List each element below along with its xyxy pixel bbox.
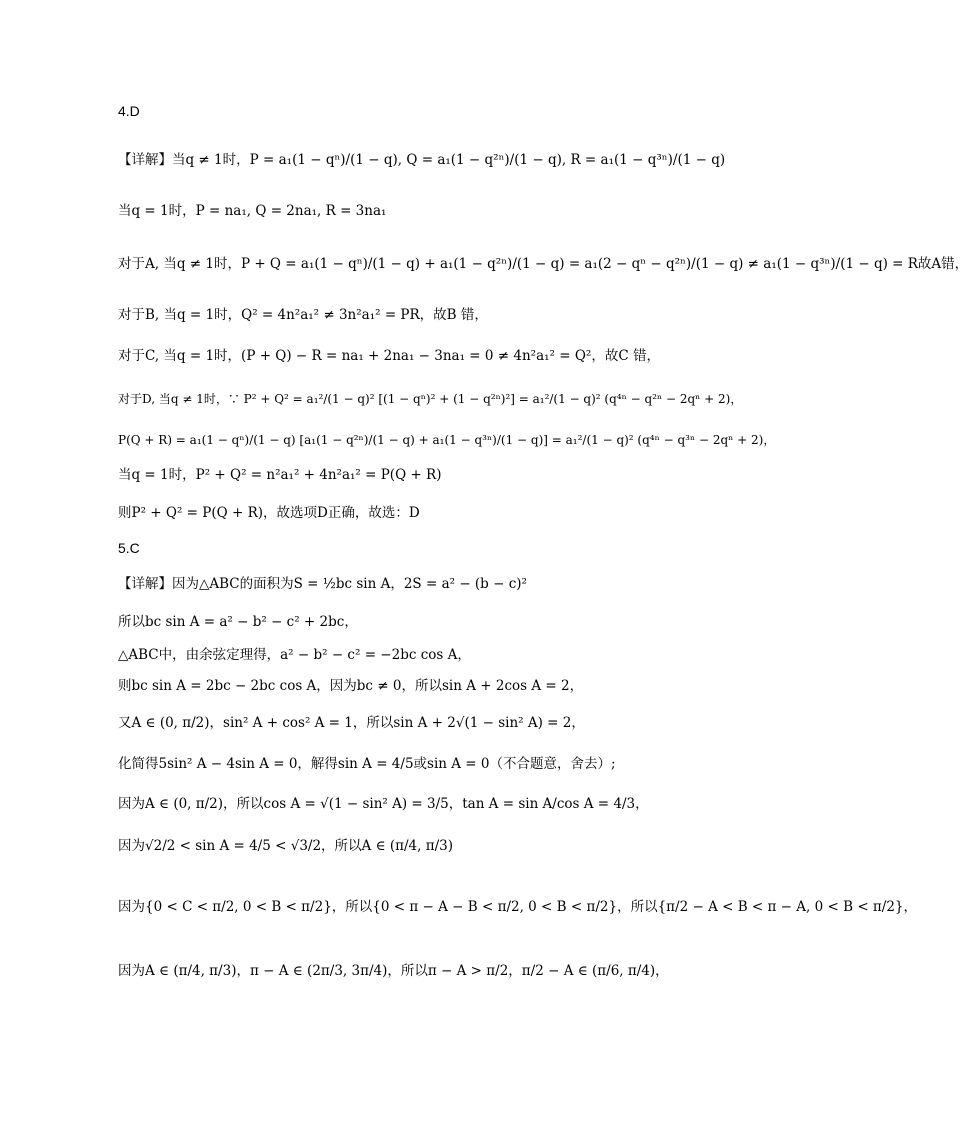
problem-4-line-6: 对于D, 当q ≠ 1时，∵ P² + Q² = a₁²/(1 − q)² [(1 − qⁿ)² + (1 − q²ⁿ)²] = a₁²/(1 − q)² (q⁴ⁿ − q²ⁿ − 2qⁿ + 2)，: [118, 392, 743, 406]
problem-4-line-7: P(Q + R) = a₁(1 − qⁿ)/(1 − q) [a₁(1 − q²ⁿ)/(1 − q) + a₁(1 − q³ⁿ)/(1 − q)] = a₁²/(1 − q)² (q⁴ⁿ − q³ⁿ − 2qⁿ + 2)，: [118, 433, 776, 447]
problem-4-line-2: 当q = 1时，P = na₁, Q = 2na₁, R = 3na₁: [118, 203, 387, 219]
problem-5-line-9: 因为{0 < C < π/2, 0 < B < π/2}，所以{0 < π − A − B < π/2, 0 < B < π/2}，所以{π/2 − A < B < π − A, 0 < B < π/2}，: [118, 899, 918, 915]
problem-5-line-2: 所以bc sin A = a² − b² − c² + 2bc，: [118, 614, 358, 630]
problem-5-heading: 5.C: [118, 540, 140, 556]
problem-4-line-1: 【详解】当q ≠ 1时，P = a₁(1 − qⁿ)/(1 − q), Q = a₁(1 − q²ⁿ)/(1 − q), R = a₁(1 − q³ⁿ)/(1 − q): [118, 152, 726, 168]
problem-5-line-6: 化简得5sin² A − 4sin A = 0，解得sin A = 4/5或sin A = 0（不合题意，舍去）;: [118, 756, 616, 772]
problem-5-line-5: 又A ∈ (0, π/2)，sin² A + cos² A = 1，所以sin A + 2√(1 − sin² A) = 2，: [118, 715, 585, 731]
problem-5-line-10: 因为A ∈ (π/4, π/3)，π − A ∈ (2π/3, 3π/4)，所以π − A > π/2，π/2 − A ∈ (π/6, π/4)，: [118, 963, 669, 979]
problem-5-line-1: 【详解】因为△ABC的面积为S = ½bc sin A，2S = a² − (b − c)²: [118, 576, 527, 592]
problem-5-line-4: 则bc sin A = 2bc − 2bc cos A，因为bc ≠ 0，所以sin A + 2cos A = 2，: [118, 678, 584, 694]
problem-4-line-3: 对于A, 当q ≠ 1时，P + Q = a₁(1 − qⁿ)/(1 − q) + a₁(1 − q²ⁿ)/(1 − q) = a₁(2 − qⁿ − q²ⁿ)/(1 − q) ≠ a₁(1 − q³ⁿ)/(1 − q) = R故A错，: [118, 256, 968, 272]
problem-4-line-8: 当q = 1时，P² + Q² = n²a₁² + 4n²a₁² = P(Q + R): [118, 467, 442, 483]
problem-5-line-3: △ABC中，由余弦定理得，a² − b² − c² = −2bc cos A，: [118, 647, 471, 663]
problem-4-line-5: 对于C, 当q = 1时，(P + Q) − R = na₁ + 2na₁ − 3na₁ = 0 ≠ 4n²a₁² = Q²，故C 错，: [118, 348, 660, 364]
problem-4-line-4: 对于B, 当q = 1时，Q² = 4n²a₁² ≠ 3n²a₁² = PR，故B 错，: [118, 307, 488, 323]
problem-5-line-8: 因为√2/2 < sin A = 4/5 < √3/2，所以A ∈ (π/4, π/3): [118, 838, 454, 854]
problem-4-heading: 4.D: [118, 103, 140, 119]
problem-4-line-9: 则P² + Q² = P(Q + R)，故选项D正确，故选：D: [118, 505, 420, 521]
problem-5-line-7: 因为A ∈ (0, π/2)，所以cos A = √(1 − sin² A) = 3/5，tan A = sin A/cos A = 4/3，: [118, 796, 649, 812]
